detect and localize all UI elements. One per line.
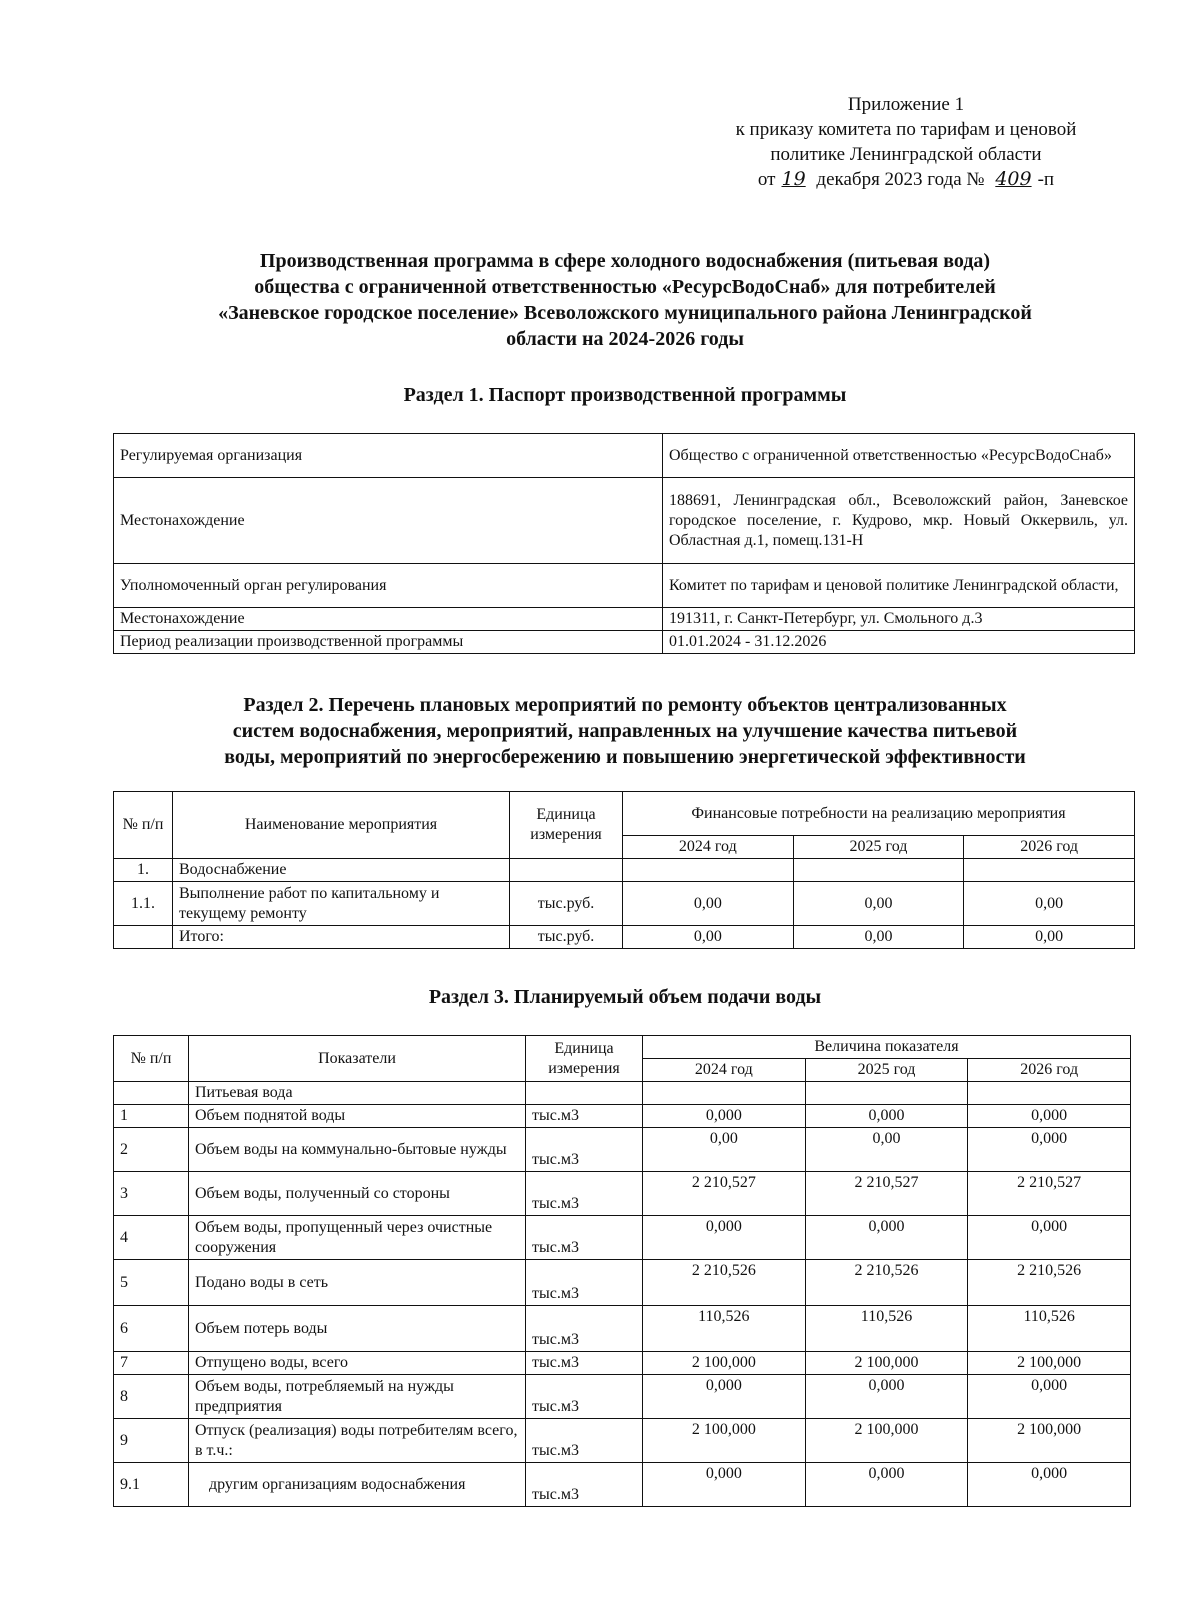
- cell-2024: 2 210,527: [643, 1172, 806, 1216]
- cell-2024: [623, 859, 794, 882]
- cell-num: 9: [114, 1419, 189, 1463]
- cell-2024: 2 100,000: [643, 1419, 806, 1463]
- col-header-2024: 2024 год: [643, 1059, 806, 1082]
- cell-2024: 2 210,526: [643, 1260, 806, 1306]
- document-title-line-2: общества с ограниченной ответственностью «РесурсВодоСнаб» для потребителей: [254, 276, 996, 298]
- passport-value: 01.01.2024 - 31.12.2026: [663, 631, 1135, 654]
- cell-num: 7: [114, 1352, 189, 1375]
- table-row: [114, 882, 1135, 926]
- section3-title: Раздел 3. Планируемый объем подачи воды: [428, 986, 822, 1008]
- col-header-2025: 2025 год: [805, 1059, 968, 1082]
- cell-num: 9.1: [114, 1463, 189, 1507]
- table-row: [114, 1306, 1131, 1352]
- cell-2025: 0,00: [805, 1128, 968, 1172]
- col-header-2026: 2026 год: [964, 836, 1135, 859]
- passport-table: [113, 433, 1135, 654]
- water-volume-table: [113, 1035, 1131, 1507]
- cell-2024: 0,00: [643, 1128, 806, 1172]
- cell-2024: 2 100,000: [643, 1352, 806, 1375]
- cell-unit: [526, 1082, 643, 1105]
- document-title-line-3: «Заневское городское поселение» Всеволожского муниципального района Ленинградской: [218, 302, 1032, 324]
- col-header-num: № п/п: [114, 792, 173, 859]
- col-header-value: Величина показателя: [643, 1036, 1131, 1059]
- table-row: [114, 1128, 1131, 1172]
- cell-2026: 0,00: [964, 882, 1135, 926]
- table-row: [114, 1260, 1131, 1306]
- appendix-line-1: Приложение 1: [847, 94, 965, 115]
- appendix-line-3: политике Ленинградской области: [770, 144, 1042, 165]
- section1-title: Раздел 1. Паспорт производственной программы: [403, 384, 847, 406]
- cell-2026: 2 100,000: [968, 1352, 1131, 1375]
- passport-row: [114, 434, 1135, 478]
- table-row: [114, 1216, 1131, 1260]
- col-header-2024: 2024 год: [623, 836, 794, 859]
- cell-unit: тыс.м3: [526, 1105, 643, 1128]
- cell-2025: 0,00: [793, 926, 964, 949]
- cell-num: [114, 926, 173, 949]
- table-row: [114, 926, 1135, 949]
- cell-num: 3: [114, 1172, 189, 1216]
- cell-num: 6: [114, 1306, 189, 1352]
- document-title: [110, 248, 1140, 352]
- cell-2026: 0,000: [968, 1375, 1131, 1419]
- cell-unit: тыс.м3: [526, 1260, 643, 1306]
- passport-value: 191311, г. Санкт-Петербург, ул. Смольного д.3: [663, 608, 1135, 631]
- cell-num: [114, 1082, 189, 1105]
- cell-2025: 0,000: [805, 1375, 968, 1419]
- section2-title: [110, 692, 1140, 770]
- cell-name: Объем поднятой воды: [189, 1105, 526, 1128]
- cell-name: Отпущено воды, всего: [189, 1352, 526, 1375]
- table-row: [114, 1082, 1131, 1105]
- table-row: [114, 1375, 1131, 1419]
- table-row: [114, 1352, 1131, 1375]
- cell-2026: 2 210,527: [968, 1172, 1131, 1216]
- date-middle: декабря 2023 года №: [816, 169, 985, 190]
- cell-name: Подано воды в сеть: [189, 1260, 526, 1306]
- cell-2026: 2 100,000: [968, 1419, 1131, 1463]
- cell-2024: 0,000: [643, 1216, 806, 1260]
- table-row: [114, 1463, 1131, 1507]
- cell-name: Питьевая вода: [189, 1082, 526, 1105]
- section2-title-line-1: Раздел 2. Перечень плановых мероприятий по ремонту объектов централизованных: [243, 694, 1007, 716]
- cell-2026: [964, 859, 1135, 882]
- cell-2025: 110,526: [805, 1306, 968, 1352]
- measures-table: [113, 791, 1135, 949]
- cell-unit: тыс.м3: [526, 1419, 643, 1463]
- passport-key: Регулируемая организация: [114, 434, 663, 478]
- cell-2024: 0,000: [643, 1463, 806, 1507]
- cell-2026: 0,000: [968, 1463, 1131, 1507]
- cell-unit: тыс.м3: [526, 1352, 643, 1375]
- table-row: [114, 859, 1135, 882]
- passport-key: Уполномоченный орган регулирования: [114, 564, 663, 608]
- date-prefix: от: [757, 169, 776, 190]
- table-row: [114, 1172, 1131, 1216]
- cell-2026: 0,000: [968, 1105, 1131, 1128]
- order-suffix: -п: [1037, 169, 1055, 190]
- col-header-name: Наименование мероприятия: [173, 792, 510, 859]
- table-row: [114, 1419, 1131, 1463]
- cell-unit: тыс.руб.: [510, 926, 623, 949]
- cell-name: Объем воды, пропущенный через очистные сооружения: [189, 1216, 526, 1260]
- cell-unit: тыс.м3: [526, 1306, 643, 1352]
- document-title-line-1: Производственная программа в сфере холодного водоснабжения (питьевая вода): [259, 250, 991, 272]
- cell-num: 4: [114, 1216, 189, 1260]
- cell-2024: 0,00: [623, 926, 794, 949]
- cell-2025: 2 100,000: [805, 1419, 968, 1463]
- passport-value: Общество с ограниченной ответственностью «РесурсВодоСнаб»: [663, 434, 1135, 478]
- cell-name: Итого:: [173, 926, 510, 949]
- cell-2026: 110,526: [968, 1306, 1131, 1352]
- section2-title-line-2: систем водоснабжения, мероприятий, направленных на улучшение качества питьевой: [232, 720, 1018, 742]
- cell-num: 5: [114, 1260, 189, 1306]
- cell-2025: [793, 859, 964, 882]
- cell-2026: 2 210,526: [968, 1260, 1131, 1306]
- cell-num: 1.1.: [114, 882, 173, 926]
- cell-2025: 2 100,000: [805, 1352, 968, 1375]
- col-header-unit: Единица измерения: [526, 1036, 643, 1082]
- passport-key: Местонахождение: [114, 608, 663, 631]
- cell-unit: тыс.руб.: [510, 882, 623, 926]
- passport-key: Местонахождение: [114, 478, 663, 564]
- cell-2024: 110,526: [643, 1306, 806, 1352]
- col-header-unit: Единица измерения: [510, 792, 623, 859]
- cell-2025: [805, 1082, 968, 1105]
- col-header-finance: Финансовые потребности на реализацию мероприятия: [623, 792, 1135, 836]
- cell-name: Выполнение работ по капитальному и текущему ремонту: [173, 882, 510, 926]
- cell-2025: 0,000: [805, 1216, 968, 1260]
- cell-unit: тыс.м3: [526, 1172, 643, 1216]
- cell-unit: тыс.м3: [526, 1375, 643, 1419]
- cell-num: 1.: [114, 859, 173, 882]
- cell-num: 8: [114, 1375, 189, 1419]
- cell-num: 1: [114, 1105, 189, 1128]
- cell-2025: 0,000: [805, 1463, 968, 1507]
- col-header-num: № п/п: [114, 1036, 189, 1082]
- passport-value: 188691, Ленинградская обл., Всеволожский район, Заневское городское поселение, г. Кудрово, мкр. Новый Оккервиль, ул. Областная д.1, помещ.131-Н: [663, 478, 1135, 564]
- header-row: [114, 1036, 1131, 1059]
- cell-2026: 0,000: [968, 1216, 1131, 1260]
- cell-2025: 0,000: [805, 1105, 968, 1128]
- col-header-2025: 2025 год: [793, 836, 964, 859]
- cell-name: Отпуск (реализация) воды потребителям всего, в т.ч.:: [189, 1419, 526, 1463]
- appendix-date-line: [676, 167, 1136, 192]
- cell-2025: 2 210,526: [805, 1260, 968, 1306]
- cell-name: другим организациям водоснабжения: [189, 1463, 526, 1507]
- passport-row: [114, 564, 1135, 608]
- cell-2024: 0,00: [623, 882, 794, 926]
- cell-name: Водоснабжение: [173, 859, 510, 882]
- document-title-line-4: области на 2024-2026 годы: [506, 328, 744, 350]
- handwritten-order-number: 409: [995, 168, 1032, 190]
- cell-num: 2: [114, 1128, 189, 1172]
- cell-2026: 0,00: [964, 926, 1135, 949]
- col-header-name: Показатели: [189, 1036, 526, 1082]
- cell-2025: 2 210,527: [805, 1172, 968, 1216]
- cell-unit: тыс.м3: [526, 1128, 643, 1172]
- handwritten-day: 19: [781, 168, 806, 190]
- cell-name: Объем воды на коммунально-бытовые нужды: [189, 1128, 526, 1172]
- passport-row: [114, 631, 1135, 654]
- appendix-header: [676, 92, 1136, 192]
- cell-unit: тыс.м3: [526, 1216, 643, 1260]
- col-header-2026: 2026 год: [968, 1059, 1131, 1082]
- cell-2024: 0,000: [643, 1105, 806, 1128]
- passport-row: [114, 478, 1135, 564]
- cell-2026: 0,000: [968, 1128, 1131, 1172]
- cell-name: Объем потерь воды: [189, 1306, 526, 1352]
- table-row: [114, 1105, 1131, 1128]
- cell-unit: тыс.м3: [526, 1463, 643, 1507]
- appendix-line-2: к приказу комитета по тарифам и ценовой: [735, 119, 1077, 140]
- cell-2025: 0,00: [793, 882, 964, 926]
- cell-2026: [968, 1082, 1131, 1105]
- cell-unit: [510, 859, 623, 882]
- section2-title-line-3: воды, мероприятий по энергосбережению и повышению энергетической эффективности: [224, 746, 1026, 768]
- cell-2024: [643, 1082, 806, 1105]
- cell-name: Объем воды, потребляемый на нужды предприятия: [189, 1375, 526, 1419]
- passport-key: Период реализации производственной программы: [114, 631, 663, 654]
- passport-row: [114, 608, 1135, 631]
- cell-2024: 0,000: [643, 1375, 806, 1419]
- passport-value: Комитет по тарифам и ценовой политике Ленинградской области,: [663, 564, 1135, 608]
- cell-name: Объем воды, полученный со стороны: [189, 1172, 526, 1216]
- header-row: [114, 792, 1135, 836]
